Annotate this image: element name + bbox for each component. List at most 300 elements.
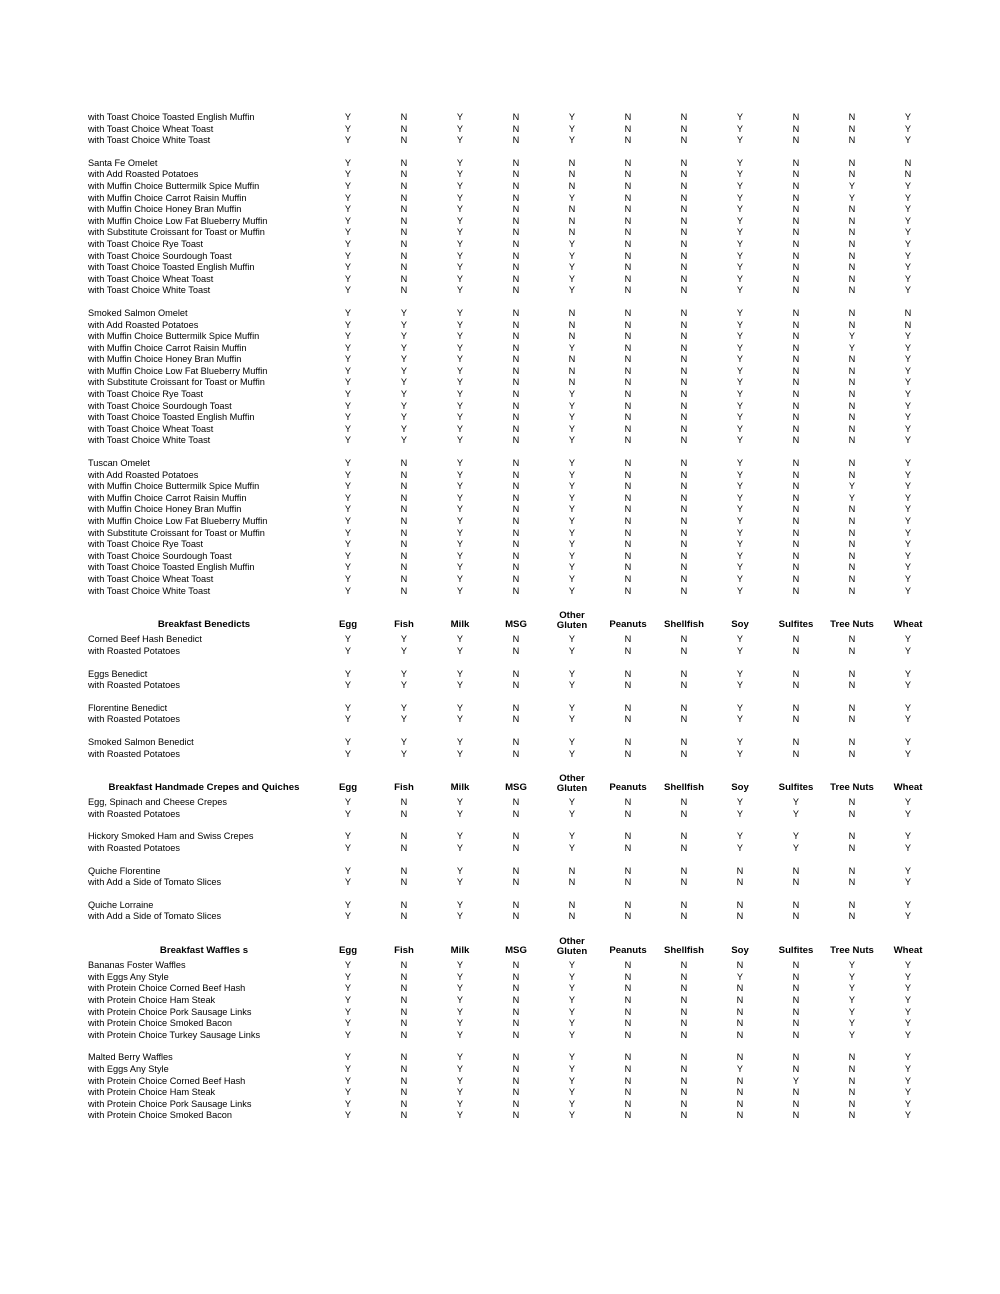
allergen-value: Y — [344, 865, 352, 876]
allergen-value: N — [680, 354, 688, 365]
allergen-value: N — [736, 995, 744, 1005]
allergen-value: Y — [568, 285, 576, 296]
allergen-value: Y — [904, 877, 912, 888]
column-header: Soy — [731, 782, 749, 794]
item-name: with Muffin Choice Low Fat Blueberry Muffin — [88, 516, 268, 526]
allergen-value: Y — [736, 273, 744, 284]
item-name: with Toast Choice Wheat Toast — [88, 123, 214, 134]
allergen-value: N — [792, 680, 800, 691]
allergen-value: N — [680, 1052, 688, 1063]
allergen-value: Y — [904, 458, 912, 469]
allergen-value: Y — [904, 562, 912, 573]
allergen-value: N — [512, 983, 520, 994]
allergen-value: N — [680, 645, 688, 656]
allergen-value: Y — [456, 1018, 464, 1029]
item-name: with Toast Choice White Toast — [88, 585, 211, 596]
allergen-value: N — [680, 585, 688, 596]
item-name: Quiche Florentine — [88, 865, 161, 876]
allergen-value: N — [512, 192, 520, 203]
table-row — [88, 354, 936, 366]
item-name: Corned Beef Hash Benedict — [88, 634, 202, 645]
allergen-value: N — [680, 680, 688, 691]
allergen-value: N — [792, 169, 800, 180]
allergen-value: N — [624, 702, 632, 713]
allergen-value: Y — [456, 273, 464, 284]
allergen-value: N — [624, 550, 632, 561]
item-name: with Toast Choice Toasted English Muffin — [88, 112, 255, 122]
allergen-value: Y — [848, 331, 856, 342]
allergen-value: N — [848, 262, 856, 273]
table-row — [88, 227, 936, 239]
allergen-value: N — [792, 736, 800, 747]
allergen-value: Y — [736, 539, 744, 550]
column-header: Fish — [394, 782, 414, 794]
allergen-value: N — [512, 797, 520, 808]
allergen-value: N — [512, 319, 520, 330]
allergen-value: Y — [456, 539, 464, 550]
allergen-value: Y — [344, 527, 352, 538]
allergen-value: N — [624, 797, 632, 808]
allergen-value: N — [680, 1098, 688, 1109]
allergen-value: N — [792, 702, 800, 713]
item-name: with Add Roasted Potatoes — [88, 169, 199, 180]
allergen-value: N — [400, 469, 408, 480]
allergen-value: N — [792, 331, 800, 342]
allergen-value: Y — [568, 1018, 576, 1029]
allergen-value: Y — [456, 331, 464, 342]
allergen-value: N — [848, 112, 856, 122]
item-name: with Muffin Choice Honey Bran Muffin — [88, 354, 242, 365]
allergen-value: Y — [848, 960, 856, 971]
allergen-value: Y — [344, 971, 352, 982]
allergen-value: Y — [848, 481, 856, 492]
table-row — [88, 714, 936, 726]
item-name: with Substitute Croissant for Toast or Muffin — [88, 377, 265, 388]
allergen-value: N — [792, 714, 800, 725]
allergen-value: Y — [848, 492, 856, 503]
allergen-value: Y — [568, 135, 576, 146]
allergen-value: Y — [736, 458, 744, 469]
allergen-value: N — [792, 157, 800, 168]
allergen-value: N — [624, 736, 632, 747]
allergen-value: N — [624, 135, 632, 146]
item-name: with Protein Choice Ham Steak — [88, 995, 216, 1005]
allergen-value: N — [736, 1110, 744, 1121]
allergen-value: N — [680, 748, 688, 759]
item-name: with Toast Choice Toasted English Muffin — [88, 562, 255, 573]
allergen-value: N — [512, 516, 520, 526]
allergen-value: Y — [344, 1110, 352, 1121]
allergen-value: Y — [904, 550, 912, 561]
allergen-value: Y — [456, 262, 464, 273]
allergen-value: N — [512, 423, 520, 434]
allergen-value: Y — [456, 1029, 464, 1040]
allergen-value: N — [512, 331, 520, 342]
allergen-value: N — [400, 123, 408, 134]
section-header-row — [88, 608, 936, 634]
allergen-value: Y — [344, 481, 352, 492]
allergen-value: N — [568, 377, 576, 388]
allergen-value: Y — [904, 983, 912, 994]
allergen-value: N — [400, 550, 408, 561]
table-row — [88, 239, 936, 251]
allergen-value: N — [792, 562, 800, 573]
allergen-value: N — [680, 877, 688, 888]
allergen-value: N — [848, 504, 856, 515]
allergen-value: Y — [848, 1029, 856, 1040]
row-spacer — [88, 447, 936, 458]
allergen-value: Y — [568, 412, 576, 423]
allergen-value: N — [680, 307, 688, 318]
allergen-value: Y — [904, 238, 912, 249]
table-row — [88, 1064, 936, 1076]
table-row — [88, 331, 936, 343]
allergen-value: Y — [456, 250, 464, 261]
allergen-value: N — [680, 911, 688, 922]
allergen-value: Y — [848, 983, 856, 994]
allergen-value: N — [680, 516, 688, 526]
allergen-value: N — [400, 843, 408, 854]
allergen-value: Y — [456, 412, 464, 423]
allergen-value: Y — [736, 516, 744, 526]
item-name: Santa Fe Omelet — [88, 157, 158, 168]
column-header: Milk — [450, 945, 470, 957]
allergen-value: Y — [736, 215, 744, 226]
allergen-value: Y — [456, 1110, 464, 1121]
allergen-value: N — [568, 319, 576, 330]
allergen-value: N — [568, 899, 576, 910]
column-header: Tree Nuts — [830, 945, 874, 957]
allergen-value: N — [400, 504, 408, 515]
allergen-value: N — [680, 714, 688, 725]
allergen-value: Y — [344, 562, 352, 573]
allergen-value: Y — [904, 1098, 912, 1109]
allergen-value: Y — [568, 400, 576, 411]
allergen-value: N — [400, 262, 408, 273]
allergen-value: N — [680, 135, 688, 146]
allergen-table-body — [88, 112, 936, 1122]
allergen-value: N — [848, 1087, 856, 1098]
allergen-value: N — [512, 995, 520, 1005]
allergen-value: N — [792, 481, 800, 492]
allergen-value: N — [848, 123, 856, 134]
allergen-value: N — [624, 227, 632, 238]
allergen-value: N — [792, 435, 800, 446]
allergen-value: Y — [344, 180, 352, 191]
allergen-value: Y — [848, 342, 856, 353]
allergen-value: Y — [456, 492, 464, 503]
item-name: Quiche Lorraine — [88, 899, 154, 910]
table-row — [88, 634, 936, 646]
allergen-value: Y — [904, 469, 912, 480]
table-row — [88, 551, 936, 563]
allergen-value: Y — [904, 899, 912, 910]
allergen-value: N — [848, 250, 856, 261]
table-row — [88, 703, 936, 715]
allergen-value: N — [400, 180, 408, 191]
row-spacer — [88, 297, 936, 308]
allergen-value: N — [792, 1018, 800, 1029]
allergen-value: Y — [904, 1018, 912, 1029]
allergen-value: N — [624, 865, 632, 876]
allergen-value: Y — [456, 169, 464, 180]
allergen-value: N — [680, 389, 688, 400]
allergen-value: Y — [456, 680, 464, 691]
allergen-value: Y — [904, 527, 912, 538]
allergen-value: Y — [400, 702, 408, 713]
item-name: with Muffin Choice Carrot Raisin Muffin — [88, 342, 247, 353]
column-header: Wheat — [893, 945, 923, 957]
allergen-value: N — [624, 504, 632, 515]
allergen-value: N — [624, 492, 632, 503]
allergen-value: N — [848, 843, 856, 854]
allergen-value: N — [680, 634, 688, 645]
allergen-value: N — [624, 342, 632, 353]
allergen-value: Y — [344, 262, 352, 273]
allergen-value: N — [400, 960, 408, 971]
table-row — [88, 389, 936, 401]
allergen-value: Y — [456, 1075, 464, 1086]
allergen-value: Y — [904, 273, 912, 284]
allergen-value: N — [792, 469, 800, 480]
allergen-value: Y — [736, 469, 744, 480]
allergen-value: N — [400, 215, 408, 226]
item-name: with Toast Choice Sourdough Toast — [88, 250, 232, 261]
allergen-value: N — [624, 481, 632, 492]
table-row — [88, 112, 936, 124]
allergen-value: N — [848, 458, 856, 469]
allergen-value: Y — [736, 702, 744, 713]
allergen-value: N — [680, 1018, 688, 1029]
allergen-value: N — [512, 504, 520, 515]
allergen-value: Y — [344, 389, 352, 400]
allergen-value: Y — [568, 539, 576, 550]
table-row — [88, 646, 936, 658]
row-spacer — [88, 726, 936, 737]
allergen-value: N — [400, 797, 408, 808]
allergen-value: Y — [344, 899, 352, 910]
allergen-value: N — [400, 238, 408, 249]
allergen-value: Y — [344, 702, 352, 713]
allergen-value: N — [624, 307, 632, 318]
allergen-value: N — [848, 865, 856, 876]
row-spacer — [88, 760, 936, 771]
table-row — [88, 169, 936, 181]
allergen-value: N — [680, 192, 688, 203]
allergen-value: N — [680, 412, 688, 423]
allergen-value: N — [624, 668, 632, 679]
column-header: MSG — [505, 945, 527, 957]
allergen-value: Y — [904, 492, 912, 503]
allergen-value: N — [624, 899, 632, 910]
allergen-value: N — [680, 702, 688, 713]
allergen-value: Y — [344, 112, 352, 122]
allergen-value: Y — [456, 123, 464, 134]
allergen-value: Y — [344, 377, 352, 388]
table-row — [88, 135, 936, 147]
allergen-value: Y — [456, 527, 464, 538]
allergen-value: N — [736, 911, 744, 922]
allergen-value: N — [792, 342, 800, 353]
table-row — [88, 504, 936, 516]
allergen-value: N — [568, 307, 576, 318]
allergen-value: N — [624, 262, 632, 273]
item-name: Egg, Spinach and Cheese Crepes — [88, 797, 227, 808]
allergen-value: N — [400, 865, 408, 876]
allergen-value: Y — [456, 983, 464, 994]
allergen-value: Y — [456, 865, 464, 876]
allergen-value: N — [848, 550, 856, 561]
item-name: with Add Roasted Potatoes — [88, 319, 199, 330]
allergen-value: N — [568, 157, 576, 168]
allergen-value: N — [680, 1075, 688, 1086]
allergen-value: N — [680, 112, 688, 122]
table-row — [88, 562, 936, 574]
allergen-value: N — [568, 911, 576, 922]
item-name: with Protein Choice Smoked Bacon — [88, 1018, 233, 1029]
allergen-value: Y — [904, 389, 912, 400]
allergen-value: N — [624, 516, 632, 526]
allergen-value: N — [792, 539, 800, 550]
allergen-value: Y — [456, 342, 464, 353]
allergen-value: N — [512, 354, 520, 365]
allergen-value: N — [624, 585, 632, 596]
allergen-value: N — [680, 504, 688, 515]
allergen-value: N — [792, 112, 800, 122]
allergen-value: N — [848, 562, 856, 573]
allergen-value: Y — [456, 389, 464, 400]
allergen-value: N — [624, 157, 632, 168]
table-row — [88, 995, 936, 1007]
allergen-value: N — [848, 911, 856, 922]
allergen-value: Y — [904, 423, 912, 434]
allergen-value: Y — [456, 1098, 464, 1109]
allergen-value: N — [680, 423, 688, 434]
allergen-value: N — [400, 1087, 408, 1098]
allergen-value: Y — [456, 377, 464, 388]
allergen-value: N — [512, 285, 520, 296]
allergen-value: N — [680, 469, 688, 480]
column-header: Egg — [338, 945, 358, 957]
allergen-value: Y — [736, 843, 744, 854]
allergen-value: N — [680, 808, 688, 819]
allergen-value: Y — [848, 1018, 856, 1029]
allergen-value: Y — [344, 204, 352, 215]
table-row — [88, 749, 936, 761]
allergen-value: Y — [456, 645, 464, 656]
allergen-value: N — [512, 412, 520, 423]
section-header-row — [88, 771, 936, 797]
allergen-value: Y — [400, 634, 408, 645]
allergen-value: N — [400, 1018, 408, 1029]
allergen-value: Y — [456, 960, 464, 971]
column-header: Tree Nuts — [830, 619, 874, 631]
allergen-value: N — [848, 354, 856, 365]
row-spacer — [88, 658, 936, 669]
allergen-value: N — [624, 562, 632, 573]
allergen-value: N — [400, 135, 408, 146]
section-header-row — [88, 934, 936, 960]
allergen-value: Y — [344, 645, 352, 656]
allergen-value: N — [848, 573, 856, 584]
allergen-value: Y — [344, 331, 352, 342]
allergen-value: Y — [904, 843, 912, 854]
item-name: Florentine Benedict — [88, 702, 168, 713]
allergen-value: N — [512, 112, 520, 122]
allergen-value: Y — [568, 995, 576, 1005]
allergen-value: N — [904, 157, 912, 168]
allergen-value: N — [680, 435, 688, 446]
allergen-value: N — [736, 1075, 744, 1086]
item-name: with Toast Choice Rye Toast — [88, 389, 204, 400]
item-name: with Protein Choice Corned Beef Hash — [88, 1075, 246, 1086]
column-header: MSG — [505, 619, 527, 631]
allergen-value: N — [512, 458, 520, 469]
table-row — [88, 972, 936, 984]
allergen-value: N — [848, 527, 856, 538]
allergen-value: Y — [456, 400, 464, 411]
allergen-value: Y — [736, 562, 744, 573]
allergen-value: N — [792, 668, 800, 679]
allergen-value: Y — [568, 748, 576, 759]
allergen-value: N — [624, 365, 632, 376]
allergen-value: Y — [344, 634, 352, 645]
item-name: with Muffin Choice Buttermilk Spice Muffin — [88, 180, 260, 191]
allergen-value: Y — [456, 423, 464, 434]
allergen-value: N — [848, 1110, 856, 1121]
allergen-value: Y — [568, 1087, 576, 1098]
allergen-value: N — [400, 157, 408, 168]
allergen-value: N — [512, 1063, 520, 1074]
allergen-value: N — [792, 911, 800, 922]
allergen-value: N — [624, 354, 632, 365]
allergen-value: N — [512, 262, 520, 273]
allergen-value: Y — [344, 1006, 352, 1017]
allergen-value: Y — [792, 831, 800, 842]
allergen-value: Y — [736, 342, 744, 353]
allergen-value: N — [848, 389, 856, 400]
table-row — [88, 843, 936, 855]
allergen-value: Y — [904, 250, 912, 261]
table-row — [88, 809, 936, 821]
table-row — [88, 424, 936, 436]
allergen-value: Y — [568, 680, 576, 691]
allergen-value: Y — [904, 808, 912, 819]
allergen-value: Y — [344, 1087, 352, 1098]
allergen-value: Y — [904, 262, 912, 273]
allergen-value: N — [792, 238, 800, 249]
column-header: Sulfites — [778, 619, 814, 631]
allergen-value: Y — [904, 573, 912, 584]
allergen-value: N — [512, 539, 520, 550]
allergen-value: Y — [456, 481, 464, 492]
allergen-value: N — [400, 1029, 408, 1040]
item-name: with Protein Choice Pork Sausage Links — [88, 1006, 252, 1017]
allergen-value: N — [736, 1087, 744, 1098]
allergen-value: Y — [456, 971, 464, 982]
allergen-value: N — [512, 960, 520, 971]
allergen-value: N — [848, 680, 856, 691]
allergen-value: N — [792, 1063, 800, 1074]
allergen-value: Y — [792, 808, 800, 819]
allergen-value: Y — [344, 192, 352, 203]
allergen-value: N — [736, 1029, 744, 1040]
column-header: Peanuts — [609, 619, 647, 631]
item-name: with Roasted Potatoes — [88, 680, 180, 691]
section-title: Breakfast Handmade Crepes and Quiches — [108, 782, 300, 794]
allergen-value: N — [848, 400, 856, 411]
allergen-value: N — [792, 423, 800, 434]
